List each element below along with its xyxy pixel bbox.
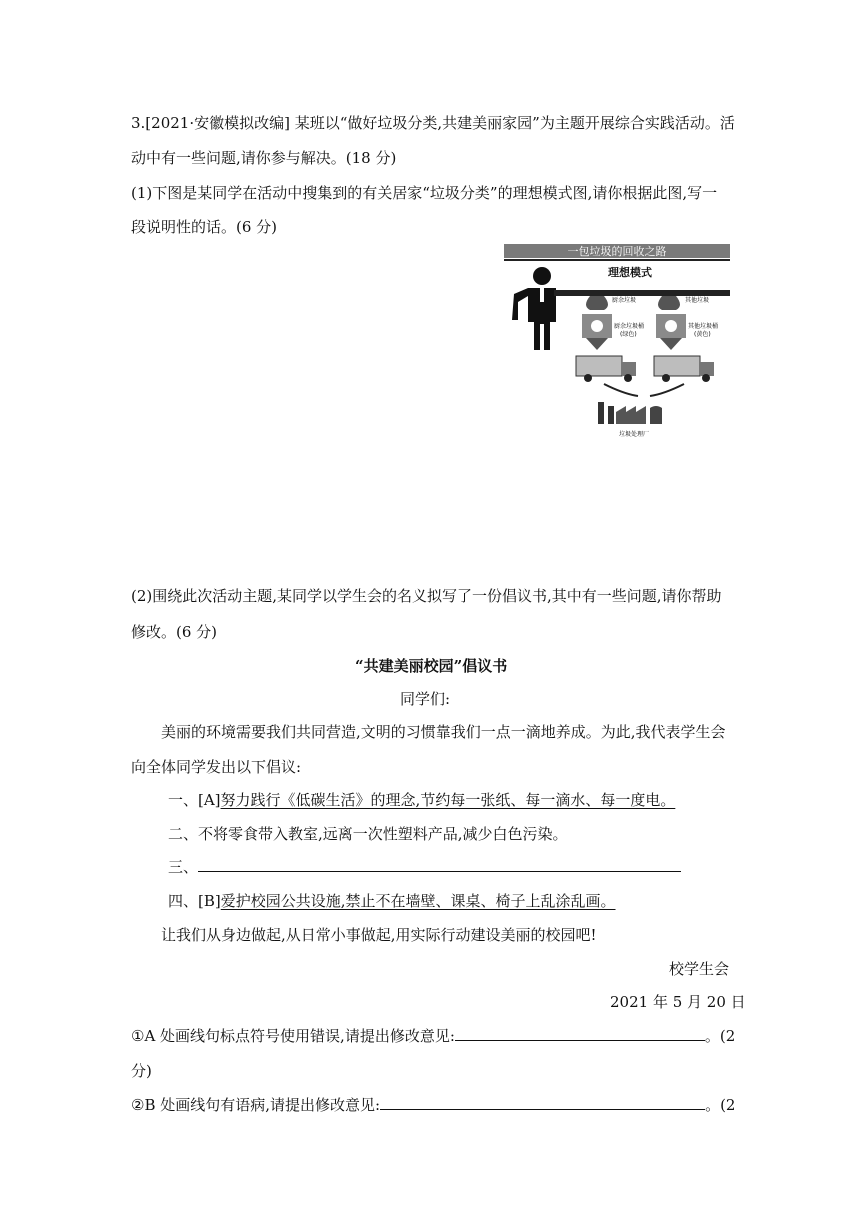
- plant-label: 垃圾处理厂: [618, 431, 650, 438]
- letter-title: “共建美丽校园”倡议书: [355, 657, 508, 675]
- other-waste-bag-icon: [658, 296, 680, 310]
- question-intro-line2: 动中有一些问题,请你参与解决。(18 分): [131, 149, 397, 167]
- arm-bar: [554, 290, 730, 296]
- letter-body-line2: 向全体同学发出以下倡议:: [131, 758, 302, 776]
- svg-text:(黄色): (黄色): [694, 331, 711, 338]
- person-icon: [512, 267, 556, 350]
- kitchen-waste-bag-icon: [586, 296, 608, 310]
- svg-text:其他垃圾: 其他垃圾: [685, 297, 710, 304]
- item4-underlined-text: 爱护校园公共设施,禁止不在墙壁、课桌、椅子上乱涂乱画。: [220, 892, 616, 910]
- svg-text:厨余垃圾桶: 厨余垃圾桶: [614, 323, 645, 330]
- recycling-figure: [504, 242, 730, 438]
- letter-item3: [168, 856, 681, 877]
- item3-blank[interactable]: [198, 857, 681, 872]
- factory-icon: [598, 402, 662, 424]
- item3-prefix: 三、: [168, 858, 199, 876]
- part2-line1: (2)围绕此次活动主题,某同学以学生会的名义拟写了一份倡议书,其中有一些问题,请你帮助: [131, 587, 722, 605]
- svg-text:(绿色): (绿色): [620, 331, 637, 338]
- q2-answer-blank[interactable]: [380, 1095, 705, 1110]
- recycling-diagram: [504, 242, 730, 438]
- letter-item4: [168, 890, 616, 911]
- subquestion-2: ②B 处画线句有语病,请提出修改意见: 。(2: [131, 1096, 736, 1114]
- other-bin-icon: [656, 314, 686, 350]
- subquestion-1-cont: 分): [131, 1062, 152, 1080]
- svg-text:其他垃圾桶: 其他垃圾桶: [688, 323, 719, 330]
- item1-prefix: 一、[A]: [168, 791, 221, 809]
- part1-line1: (1)下图是某同学在活动中搜集到的有关居家“垃圾分类”的理想模式图,请你根据此图,写一: [131, 184, 718, 202]
- item1-underlined-text: 努力践行《低碳生活》的理念,节约每一张纸、每一滴水、每一度电。: [220, 791, 676, 809]
- letter-date: 2021 年 5 月 20 日: [610, 993, 746, 1011]
- item4-prefix: 四、[B]: [168, 892, 221, 910]
- banner-text: 一包垃圾的回收之路: [567, 245, 667, 258]
- letter-closing: 让我们从身边做起,从日常小事做起,用实际行动建设美丽的校园吧!: [161, 926, 597, 944]
- letter-greeting: 同学们:: [400, 690, 451, 708]
- truck-icon-left: [576, 356, 636, 382]
- q1-answer-blank[interactable]: [455, 1026, 705, 1041]
- subquestion-1: ①A 处画线句标点符号使用错误,请提出修改意见: 。(2: [131, 1027, 736, 1045]
- letter-body-line1: 美丽的环境需要我们共同营造,文明的习惯靠我们一点一滴地养成。为此,我代表学生会: [161, 723, 726, 741]
- letter-item1: [168, 789, 675, 810]
- part1-line2: 段说明性的话。(6 分): [131, 218, 278, 236]
- truck-icon-right: [654, 356, 714, 382]
- kitchen-bin-icon: [582, 314, 612, 350]
- question-intro-line1: 3.[2021·安徽模拟改编] 某班以“做好垃圾分类,共建美丽家园”为主题开展综合实践活动。活: [131, 114, 735, 132]
- svg-text:厨余垃圾: 厨余垃圾: [612, 297, 637, 304]
- model-subtitle: 理想模式: [608, 266, 652, 279]
- part2-line2: 修改。(6 分): [131, 623, 218, 641]
- letter-signature: 校学生会: [669, 960, 730, 978]
- letter-item2: 二、不将零食带入教室,远离一次性塑料产品,减少白色污染。: [168, 825, 568, 843]
